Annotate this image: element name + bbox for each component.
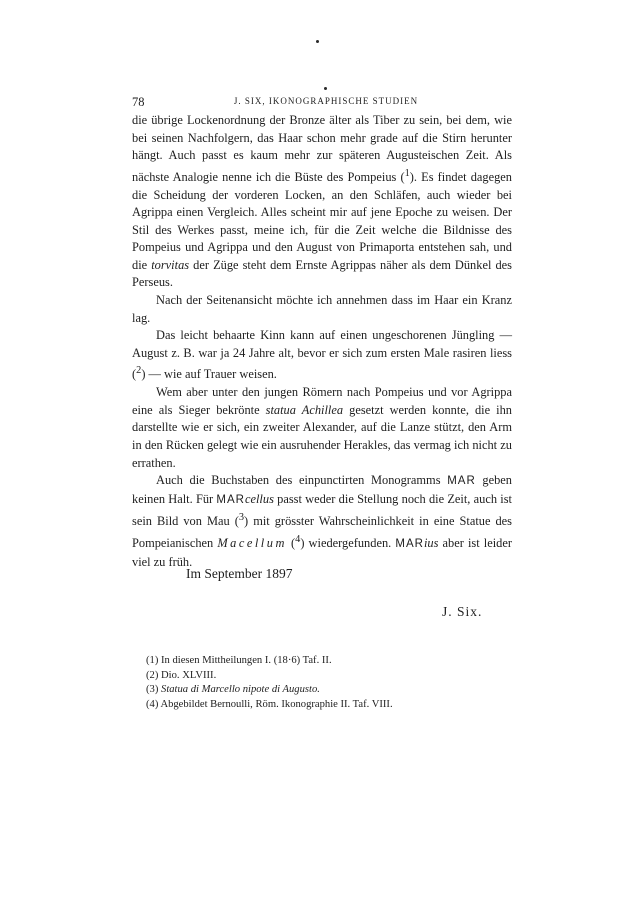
paragraph bbox=[132, 472, 512, 571]
paragraph bbox=[132, 327, 512, 384]
paragraph bbox=[132, 112, 512, 292]
speck-mark bbox=[316, 40, 319, 43]
footnotes bbox=[146, 654, 486, 712]
text-run: der Züge steht dem Ernste Agrippas näher als dem Dünkel des Perseus. bbox=[132, 257, 512, 290]
text-run: gesetzt werden konnte, die ihn darstellte wie er sich, ein zweiter Alexander, auf die Lanze stützt, den Arm in den Rücken gelegt wie ein ausruhender Herakles, das vermag ich nicht zu errathen. bbox=[132, 402, 513, 470]
footnote-marker: (2) bbox=[146, 669, 159, 681]
text-run: ) wiedergefunden. bbox=[300, 536, 396, 551]
footnote-ref: 1 bbox=[404, 167, 410, 179]
text-run: passt weder die Stellung noch die Zeit, auch ist sein Bild von Mau ( bbox=[132, 491, 512, 529]
footnote bbox=[146, 683, 486, 698]
text-run: ) mit grösster Wahrscheinlichkeit in eine Statue des Pompeianischen bbox=[132, 514, 513, 551]
italic-run: torvitas bbox=[151, 257, 190, 272]
paragraph bbox=[132, 292, 512, 327]
paragraph bbox=[132, 384, 512, 472]
page-number: 78 bbox=[132, 95, 145, 109]
monogram-run: MAR bbox=[216, 493, 245, 506]
footnote-marker: (3) bbox=[146, 684, 159, 695]
running-title: J. SIX, IKONOGRAPHISCHE STUDIEN bbox=[233, 96, 419, 106]
text-run: ( bbox=[286, 536, 296, 551]
monogram-run: MAR bbox=[447, 475, 476, 488]
text-run: Abgebildet Bernoulli, Röm. Ikonographie II. Taf. VIII. bbox=[160, 698, 393, 710]
text-run: die übrige Lockenordnung der Bronze älter als Tiber zu sein, bei dem, wie bei seinen Nachfolgern, das Haar schon mehr grade auf die Stirn herunter hängt. Auch passt es kaum mehr zur späteren Augusteischen Zeit. Als nächste Analogie nenne ich die Büste des Pompeius ( bbox=[132, 113, 512, 184]
text-run: ). Es findet dagegen die Scheidung der vorderen Locken, an den Schläfen, auch wieder bei Agrippa einen Vergleich. Alles scheint mir auf jene Epoche zu weisen. Der Stil des Werkes passt, meine ich, für die Zeit welche die Bildnisse des Pompeius und Agrippa und den August von Primaporta entstehen sah, und die bbox=[132, 169, 512, 272]
italic-run: statua Achillea bbox=[265, 402, 344, 417]
text-run: Wem aber unter den jungen Römern nach Pompeius und vor Agrippa eine als Sieger bekrönte bbox=[132, 385, 512, 417]
footnote-ref: 3 bbox=[238, 512, 245, 524]
text-run: geben keinen Halt. Für bbox=[132, 473, 512, 506]
italic-run: cellus bbox=[244, 491, 274, 506]
footnote-ref: 4 bbox=[295, 534, 301, 546]
text-run: Das leicht behaarte Kinn kann auf einen ungeschorenen Jüngling — August z. B. war ja 24 Jahre alt, bevor er sich zum ersten Male rasiren liess ( bbox=[132, 328, 512, 382]
text-run: ) — wie auf Trauer weisen. bbox=[141, 367, 277, 382]
text-run: Dio. XLVIII. bbox=[161, 669, 217, 681]
text-run: Auch die Buchstaben des einpunctirten Monogramms bbox=[156, 473, 448, 488]
speck-mark bbox=[324, 87, 327, 90]
footnote bbox=[146, 669, 486, 684]
text-run: aber ist leider viel zu früh. bbox=[132, 536, 512, 569]
footnote-marker: (1) bbox=[146, 655, 159, 666]
footnote bbox=[146, 654, 486, 669]
italic-run: Macellum bbox=[217, 536, 287, 551]
footnote bbox=[146, 698, 486, 713]
text-run: Nach der Seitenansicht möchte ich annehmen dass im Haar ein Kranz lag. bbox=[132, 293, 512, 325]
italic-run: ius bbox=[423, 536, 439, 551]
footnote-marker: (4) bbox=[146, 698, 159, 710]
signature: J. Six. bbox=[442, 604, 483, 619]
footnote-ref: 2 bbox=[136, 365, 142, 377]
italic-run: Statua di Marcello nipote di Augusto. bbox=[161, 684, 320, 695]
dateline: Im September 1897 bbox=[186, 566, 293, 581]
running-head bbox=[132, 95, 520, 111]
monogram-run: MAR bbox=[395, 538, 424, 551]
text-run: In diesen Mittheilungen I. (18·6) Taf. II. bbox=[161, 655, 332, 666]
body-text bbox=[132, 112, 512, 571]
